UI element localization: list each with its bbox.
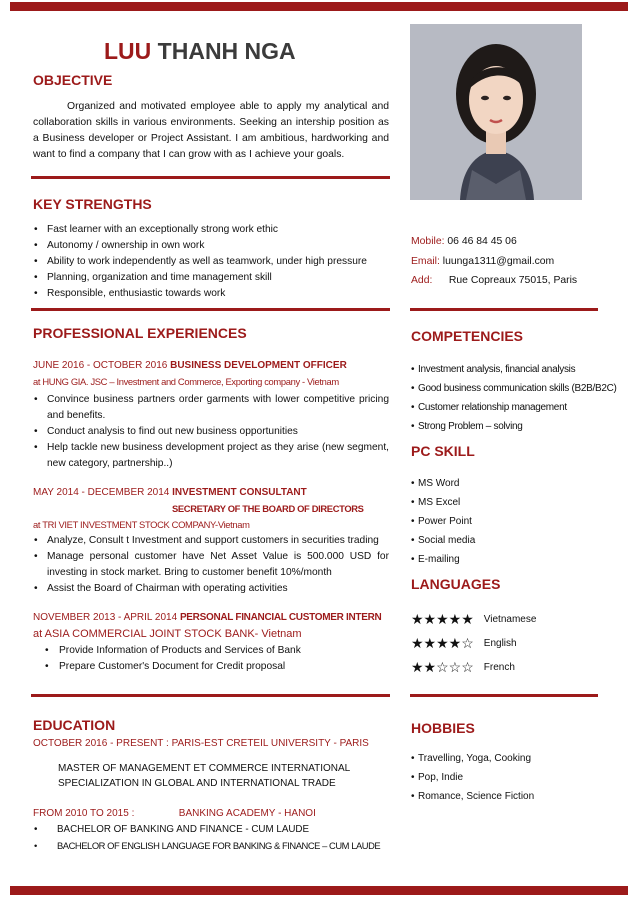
email-value: luunga1311@gmail.com (442, 256, 555, 267)
language-name: Vietnamese (483, 614, 537, 625)
list-item: • Power Point (411, 515, 475, 529)
list-item: • Manage personal customer have Net Asset Value is 500.000 USD for investing in stock market. Bring to customer benefit 10%/month (33, 549, 389, 581)
job-1-duties (33, 392, 389, 472)
list-item: • Good business communication skills (B2B/B2C) (411, 382, 617, 396)
job-2-duties (33, 533, 389, 597)
list-item: • Travelling, Yoga, Cooking (411, 752, 534, 766)
education-1-degree (58, 761, 350, 791)
contact-mobile (411, 234, 517, 250)
language-row (411, 633, 536, 655)
education-2-degrees (33, 822, 403, 854)
job-3-duties (44, 643, 388, 675)
language-name: French (483, 662, 515, 673)
objective-text: Organized and motivated employee able to apply my analytical and collaboration skills in various environments. Seeking an intership position as a Business developer or Project Assistant. I am ambitious, hardworking and want to find a company that I can grow with as I achieve your goals. (33, 101, 389, 160)
experience-heading: PROFESSIONAL EXPERIENCES (33, 325, 247, 341)
address-label: Add: (411, 275, 433, 286)
divider (410, 694, 598, 697)
job-title-secondary: SECRETARY OF THE BOARD OF DIRECTORS (172, 503, 364, 514)
portrait-image (410, 24, 582, 200)
education-2-period: FROM 2010 TO 2015 : (33, 808, 135, 819)
list-item: • MS Word (411, 477, 475, 491)
education-2-school: BANKING ACADEMY - HANOI (178, 808, 316, 819)
rating-stars-icon: ★★☆☆☆ (411, 659, 474, 675)
job-3-header (33, 612, 381, 623)
email-label: Email: (411, 256, 440, 267)
job-period: NOVEMBER 2013 - APRIL 2014 (33, 612, 178, 623)
divider (31, 308, 390, 311)
language-row (411, 609, 536, 631)
list-item: • Assist the Board of Chairman with operating activities (33, 581, 389, 597)
job-1-header (33, 360, 347, 371)
list-item: • BACHELOR OF BANKING AND FINANCE - CUM LAUDE (33, 822, 403, 838)
list-item: • Help tackle new business development project as they arise (new segment, new category, partnership..) (33, 440, 389, 472)
education-2-header (33, 808, 316, 819)
list-item: • MS Excel (411, 496, 475, 510)
contact-address (411, 273, 577, 289)
job-title: PERSONAL FINANCIAL CUSTOMER INTERN (179, 612, 382, 623)
languages-list (411, 609, 536, 679)
list-item: • Romance, Science Fiction (411, 790, 534, 804)
rating-stars-icon: ★★★★☆ (411, 635, 474, 651)
degree-line: MASTER OF MANAGEMENT ET COMMERCE INTERNATIONAL (58, 763, 351, 774)
pc-skill-heading: PC SKILL (411, 443, 475, 459)
top-border-bar (10, 2, 628, 11)
last-name: THANH NGA (157, 38, 296, 64)
language-name: English (483, 638, 517, 649)
job-period: JUNE 2016 - OCTOBER 2016 (33, 360, 168, 371)
bottom-border-bar (10, 886, 628, 895)
education-1-period: OCTOBER 2016 - PRESENT : PARIS-EST CRETEIL UNIVERSITY - PARIS (33, 738, 369, 749)
job-2-header (33, 487, 307, 498)
first-name: LUU (104, 38, 152, 64)
job-title: BUSINESS DEVELOPMENT OFFICER (170, 360, 347, 371)
education-heading: EDUCATION (33, 717, 116, 733)
list-item: • E-mailing (411, 553, 475, 567)
list-item: • Pop, Indie (411, 771, 534, 785)
rating-stars-icon: ★★★★★ (411, 611, 474, 627)
key-strengths-heading: KEY STRENGTHS (33, 196, 152, 212)
divider (31, 694, 390, 697)
hobbies-list (411, 752, 534, 809)
profile-photo (410, 24, 582, 200)
contact-email (411, 254, 554, 270)
job-company: at TRI VIET INVESTMENT STOCK COMPANY-Vietnam (33, 519, 250, 530)
list-item: • Social media (411, 534, 475, 548)
address-value: Rue Copreaux 75015, Paris (448, 275, 578, 286)
divider (410, 308, 598, 311)
list-item: • Analyze, Consult t Investment and support customers in securities trading (33, 533, 389, 549)
list-item: • Conduct analysis to find out new business opportunities (33, 424, 389, 440)
job-company: at ASIA COMMERCIAL JOINT STOCK BANK- Vietnam (33, 628, 302, 640)
list-item: • Provide Information of Products and Services of Bank (44, 643, 388, 659)
list-item: • Investment analysis, financial analysis (411, 363, 617, 377)
list-item: • Customer relationship management (411, 401, 617, 415)
list-item: • Autonomy / ownership in own work (33, 238, 391, 254)
list-item: • Ability to work independently as well as teamwork, under high pressure (33, 254, 391, 270)
competencies-heading: COMPETENCIES (411, 328, 524, 344)
competencies-list (411, 363, 617, 439)
mobile-label: Mobile: (411, 236, 445, 247)
list-item: • Strong Problem – solving (411, 420, 617, 434)
objective-heading: OBJECTIVE (33, 72, 113, 88)
list-item: • Prepare Customer's Document for Credit proposal (44, 659, 388, 675)
divider (31, 176, 390, 179)
language-row (411, 657, 536, 679)
job-title: INVESTMENT CONSULTANT (172, 487, 307, 498)
list-item: • Fast learner with an exceptionally strong work ethic (33, 222, 391, 238)
hobbies-heading: HOBBIES (411, 720, 475, 736)
list-item: • Responsible, enthusiastic towards work (33, 286, 391, 302)
degree-line: SPECIALIZATION IN GLOBAL AND INTERNATIONAL TRADE (58, 778, 336, 789)
languages-heading: LANGUAGES (411, 576, 501, 592)
job-period: MAY 2014 - DECEMBER 2014 (33, 487, 170, 498)
key-strengths-list (33, 222, 391, 302)
mobile-value: 06 46 84 45 06 (447, 236, 517, 247)
job-company: at HUNG GIA. JSC – Investment and Commerce, Exporting company - Vietnam (33, 376, 339, 387)
list-item: • BACHELOR OF ENGLISH LANGUAGE FOR BANKING & FINANCE – CUM LAUDE (33, 838, 403, 854)
candidate-name (104, 38, 296, 65)
list-item: • Convince business partners order garments with lower competitive pricing and benefits. (33, 392, 389, 424)
list-item: • Planning, organization and time management skill (33, 270, 391, 286)
pc-skill-list (411, 477, 475, 572)
